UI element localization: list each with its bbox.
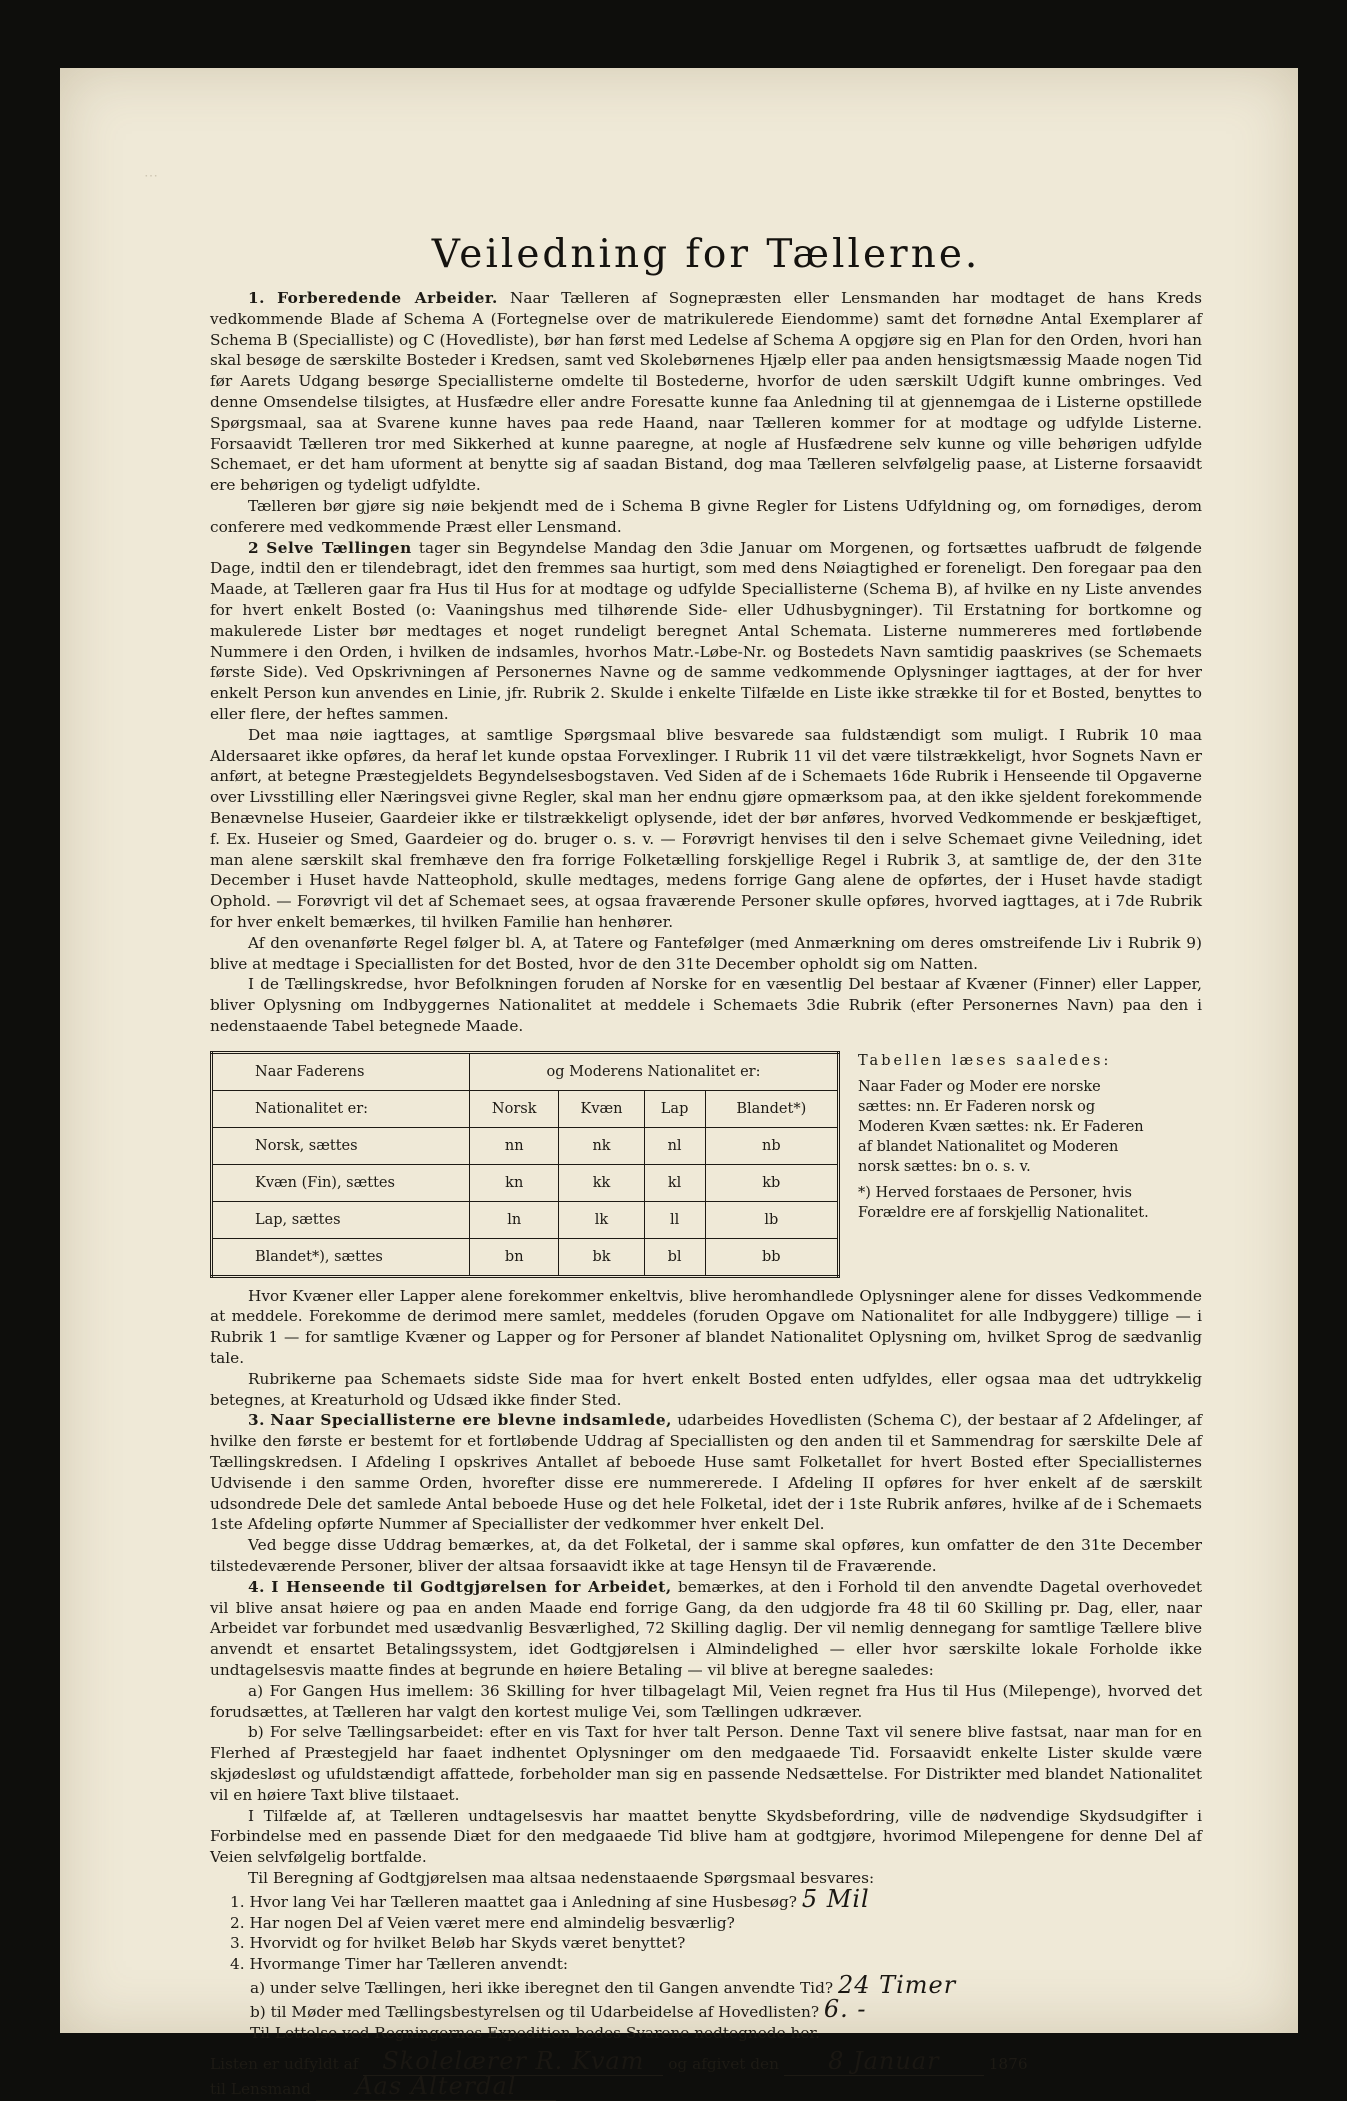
section-2: 2 Selve Tællingen tager sin Begyndelse Mandag den 3die Januar om Morgenen, og fortsættes uafbrudt de følgende Dage, indtil den er tilendebragt, idet den fremmes saa hurtigt, som med dens Nøiagtighed er foreneligt. Den foregaar paa den Maade, at Tælleren gaar fra Hus til Hus for at modtage og udfylde Speciallisterne (Schema B), af hvilke en ny Liste anvendes for hvert enkelt Bosted (o: Vaaningshus med tilhørende Side- eller Udhusbygninger). Til Erstatning for bortkomne og makulerede Lister bør medtages et noget rundeligt beregnet Antal Schemata. Listerne nummereres med fortløbende Nummere i den Orden, i hvilken de indsamles, hvorhos Matr.-Løbe-Nr. og Bostedets Navn samtidig paaskrives (se Schemaets første Side). Ved Opskrivningen af Personernes Navne og de samme vedkommende Oplysninger iagttages, at der for hver enkelt Person kun anvendes en Linie, jfr. Rubrik 2. Skulde i enkelte Tilfælde en Liste ikke strække til for et Bosted, benyttes to eller flere, der heftes sammen. (210, 538, 1202, 723)
table-footnote: *) Herved forstaaes de Personer, hvis Forældre ere af forskjellig Nationalitet. (858, 1184, 1149, 1221)
table-explanation (858, 1051, 1150, 1229)
closing-note: Til Lettelse ved Regningernes Expedition bedes Svarene nedtegnede her. (250, 2023, 820, 2042)
handwritten-answer: 5 Mil (801, 1884, 870, 1913)
handwritten-lensmand: Aas Alterdal (355, 2072, 517, 2101)
table-header-mother: og Moderens Nationalitet er: (470, 1052, 839, 1090)
col-header: Lap (644, 1090, 705, 1127)
page-title: Veiledning for Tællerne. (431, 232, 981, 277)
table-note-text: Naar Fader og Moder ere norske sættes: nn. Er Faderen norsk og Moderen Kvæn sættes: nk. Er Faderen af blandet Nationalitet og Moderen norsk sættes: bn o. s. v. (858, 1078, 1144, 1175)
question-item: 1. Hvor lang Vei har Tælleren maattet gaa i Anledning af sine Husbesøg? 5 Mil (230, 1884, 870, 1913)
table-header-father: Naar Faderens (212, 1052, 470, 1090)
table-row: Blandet*), sættes bn bk bl bb (212, 1238, 839, 1276)
signature-line: Listen er udfyldt af Skolelærer R. Kvam og afgivet den 8 Januar 1876 (210, 2047, 1028, 2076)
ghost-text-left: ⋯ (144, 168, 158, 184)
section-3: 3. Naar Speciallisterne ere blevne indsamlede, udarbeides Hovedlisten (Schema C), der bestaar af 2 Afdelinger, af hvilke den første er bestemt for et fortløbende Uddrag af Speciallisten og den anden til et Sammendrag for særskilte Dele af Tællingskredsen. I Afdeling I opskrives Antallet af beboede Huse samt Folketallet for hvert Bosted efter Speciallisternes Udvisende i den samme Orden, hvorefter disse ere nummererede. I Afdeling II opføres for hver enkelt af de særskilt udsondrede Dele det samlede Antal beboede Huse og det hele Folketal, idet der i 1ste Rubrik anføres, hvilke af de i Schemaets 1ste Afdeling opførte Nummer af Speciallister der vedkommer hver enkelt Del. (210, 1411, 1202, 1534)
nationality-table (210, 1051, 840, 1278)
question-item: a) under selve Tællingen, heri ikke iberegnet den til Gangen anvendte Tid? 24 Timer (250, 1970, 957, 1999)
paragraph: Til Beregning af Godtgjørelsen maa altsaa nedenstaaende Spørgsmaal besvares: (248, 1869, 875, 1887)
paragraph: I de Tællingskredse, hvor Befolkningen foruden af Norske for en væsentlig Del bestaar af Kvæner (Finner) eller Lapper, bliver Oplysning om Indbyggernes Nationalitet at meddele i Schemaets 3die Rubrik (efter Personernes Navn) paa den i nedenstaaende Tabel betegnede Maade. (210, 975, 1202, 1035)
handwritten-signature: Skolelærer R. Kvam (382, 2047, 645, 2076)
section-1: 1. Forberedende Arbeider. Naar Tælleren af Sognepræsten eller Lensmanden har modtaget de hans Kreds vedkommende Blade af Schema A (Fortegnelse over de matrikulerede Eiendomme) samt det fornødne Antal Exemplarer af Schema B (Specialliste) og C (Hovedliste), bør han først med Ledelse af Schema A opgjøre sig en Plan for den Orden, hvori han skal besøge de særskilte Bosteder i Kredsen, samt ved Skolebørnenes Hjælp eller paa anden hensigtsmæssig Maade nogen Tid før Aarets Udgang besørge Speciallisterne omdelte til Bostederne, hvorfor de uden særskilt Udgift kunne ombringes. Ved denne Omsendelse tilsigtes, at Husfædre eller andre Foresatte kunne faa Anledning til at gjennemgaa de i Listerne opstillede Spørgsmaal, saa at Svarene kunne haves paa rede Haand, naar Tælleren kommer for at modtage og udfylde Listerne. Forsaavidt Tælleren tror med Sikkerhed at kunne paaregne, at nogle af Husfædrene selv kunne og ville behørigen udfylde Schemaet, er det ham uforment at benytte sig af saadan Bistand, dog maa Tælleren selvfølgelig paase, at Listerne forsaavidt ere behørigen og tydeligt udfyldte. (210, 289, 1202, 495)
paragraph: Af den ovenanførte Regel følger bl. A, at Tatere og Fantefølger (med Anmærkning om deres omstreifende Liv i Rubrik 9) blive at medtage i Speciallisten for det Bosted, hvor de den 31te December opholdt sig om Natten. (210, 933, 1202, 973)
question-list (230, 1884, 1202, 2044)
table-header-nationality: Nationalitet er: (212, 1090, 470, 1127)
paragraph: I Tilfælde af, at Tælleren undtagelsesvis har maattet benytte Skydsbefordring, ville de nødvendige Skydsudgifter i Forbindelse med en passende Diæt for den medgaaede Tid blive ham at godtgjøre, hvorimod Milepengene for denne Del af Veien selvfølgelig bortfalde. (210, 1806, 1202, 1867)
col-header: Blandet*) (705, 1090, 838, 1127)
document-body (210, 228, 1202, 2101)
handwritten-date: 8 Januar (828, 2047, 940, 2076)
question-item: b) til Møder med Tællingsbestyrelsen og til Udarbeidelse af Hovedlisten? 6. - (250, 1994, 867, 2023)
question-item: 2. Har nogen Del af Veien været mere end almindelig besværlig? (230, 1913, 735, 1932)
col-header: Norsk (470, 1090, 559, 1127)
lensmand-line: til Lensmand Aas Alterdal (210, 2076, 1202, 2101)
question-item: 3. Hvorvidt og for hvilket Beløb har Skyds været benyttet? (230, 1934, 686, 1953)
paragraph: Ved begge disse Uddrag bemærkes, at, da det Folketal, der i samme skal opføres, kun omfatter de den 31te December tilstedeværende Personer, bliver der altsaa forsaavidt ikke at tage Hensyn til de Fraværende. (210, 1536, 1202, 1576)
paragraph: Rubrikerne paa Schemaets sidste Side maa for hvert enkelt Bosted enten udfyldes, eller ogsaa maa det udtrykkelig betegnes, at Kreaturhold og Udsæd ikke finder Sted. (210, 1369, 1202, 1409)
paragraph: a) For Gangen Hus imellem: 36 Skilling for hver tilbagelagt Mil, Veien regnet fra Hus til Hus (Milepenge), hvorved det forudsættes, at Tælleren har valgt den kortest mulige Vei, som Tællingen udkræver. (210, 1681, 1202, 1721)
paragraph: Hvor Kvæner eller Lapper alene forekommer enkeltvis, blive heromhandlede Oplysninger alene for disses Vedkommende at meddele. Forekomme de derimod mere samlet, meddeles (foruden Opgave om Nationalitet for alle Indbyggere) tillige — i Rubrik 1 — for samtlige Kvæner og Lapper og for Personer af blandet Nationalitet Oplysning om, hvilket Sprog de sædvanlig tale. (210, 1286, 1202, 1368)
nationality-table-block (210, 1051, 1202, 1278)
col-header: Kvæn (559, 1090, 644, 1127)
paragraph: Tælleren bør gjøre sig nøie bekjendt med de i Schema B givne Regler for Listens Udfyldning og, om fornødiges, derom conferere med vedkommende Præst eller Lensmand. (210, 496, 1202, 536)
handwritten-answer: 24 Timer (837, 1970, 957, 1999)
table-note-head: Tabellen læses saaledes: (858, 1052, 1112, 1069)
handwritten-answer: 6. - (823, 1994, 867, 2023)
paragraph: Det maa nøie iagttages, at samtlige Spørgsmaal blive besvarede saa fuldstændigt som muligt. I Rubrik 10 maa Aldersaaret ikke opføres, da heraf let kunde opstaa Forvexlinger. I Rubrik 11 vil det være tilstrækkeligt, hvor Sognets Navn er anført, at betegne Præstegjeldets Begyndelsesbogstaven. Ved Siden af de i Schemaets 16de Rubrik i Henseende til Opgaverne over Livsstilling eller Næringsvei givne Regler, skal man her endnu gjøre opmærksom paa, at den ikke sjeldent forekommende Benævnelse Huseier, Gaardeier ikke er tilstrækkeligt oplysende, idet der bør anføres, hvorved Vedkommende er beskjæftiget, f. Ex. Huseier og Smed, Gaardeier og do. bruger o. s. v. — Forøvrigt henvises til den i selve Schemaet givne Veiledning, idet man alene særskilt skal fremhæve den fra forrige Folketælling forskjellige Regel i Rubrik 3, at samtlige de, der den 31te December i Huset havde Natteophold, skulle medtages, medens forrige Gang alene de opførtes, der i Huset havde stadigt Ophold. — Forøvrigt vil det af Schemaet sees, at ogsaa fraværende Personer skulle opføres, hvorved iagttages, at i 7de Rubrik for hver enkelt bemærkes, til hvilken Familie han henhører. (210, 725, 1202, 931)
table-row: Lap, sættes ln lk ll lb (212, 1201, 839, 1238)
question-item: 4. Hvormange Timer har Tælleren anvendt: (230, 1955, 569, 1974)
paragraph: b) For selve Tællingsarbeidet: efter en vis Taxt for hver talt Person. Denne Taxt vil senere blive fastsat, naar man for en Flerhed af Præstegjeld har faaet indhentet Oplysninger om den medgaaede Tid. Forsaavidt enkelte Lister skulde være skjødesløst og ufuldstændigt affattede, forbeholder man sig en passende Nedsættelse. For Distrikter med blandet Nationalitet vil en høiere Taxt blive tilstaaet. (210, 1723, 1202, 1804)
year: 1876 (988, 2055, 1028, 2074)
section-4: 4. I Henseende til Godtgjørelsen for Arbeidet, bemærkes, at den i Forhold til den anvendte Dagetal overhovedet vil blive ansat høiere og paa en anden Maade end forrige Gang, da den udgjorde fra 48 til 60 Skilling pr. Dag, eller, naar Arbeidet var forbundet med usædvanlig Besværlighed, 72 Skilling daglig. Der vil nemlig dennegang for samtlige Tællere blive anvendt et ensartet Betalingssystem, idet Godtgjørelsen i Almindelighed — eller hvor særskilte lokale Forholde ikke undtagelsesvis maatte findes at begrunde en høiere Betaling — vil blive at beregne saaledes: (210, 1577, 1203, 1680)
table-row: Kvæn (Fin), sættes kn kk kl kb (212, 1164, 839, 1201)
table-row: Norsk, sættes nn nk nl nb (212, 1127, 839, 1164)
document-page (60, 68, 1298, 2101)
